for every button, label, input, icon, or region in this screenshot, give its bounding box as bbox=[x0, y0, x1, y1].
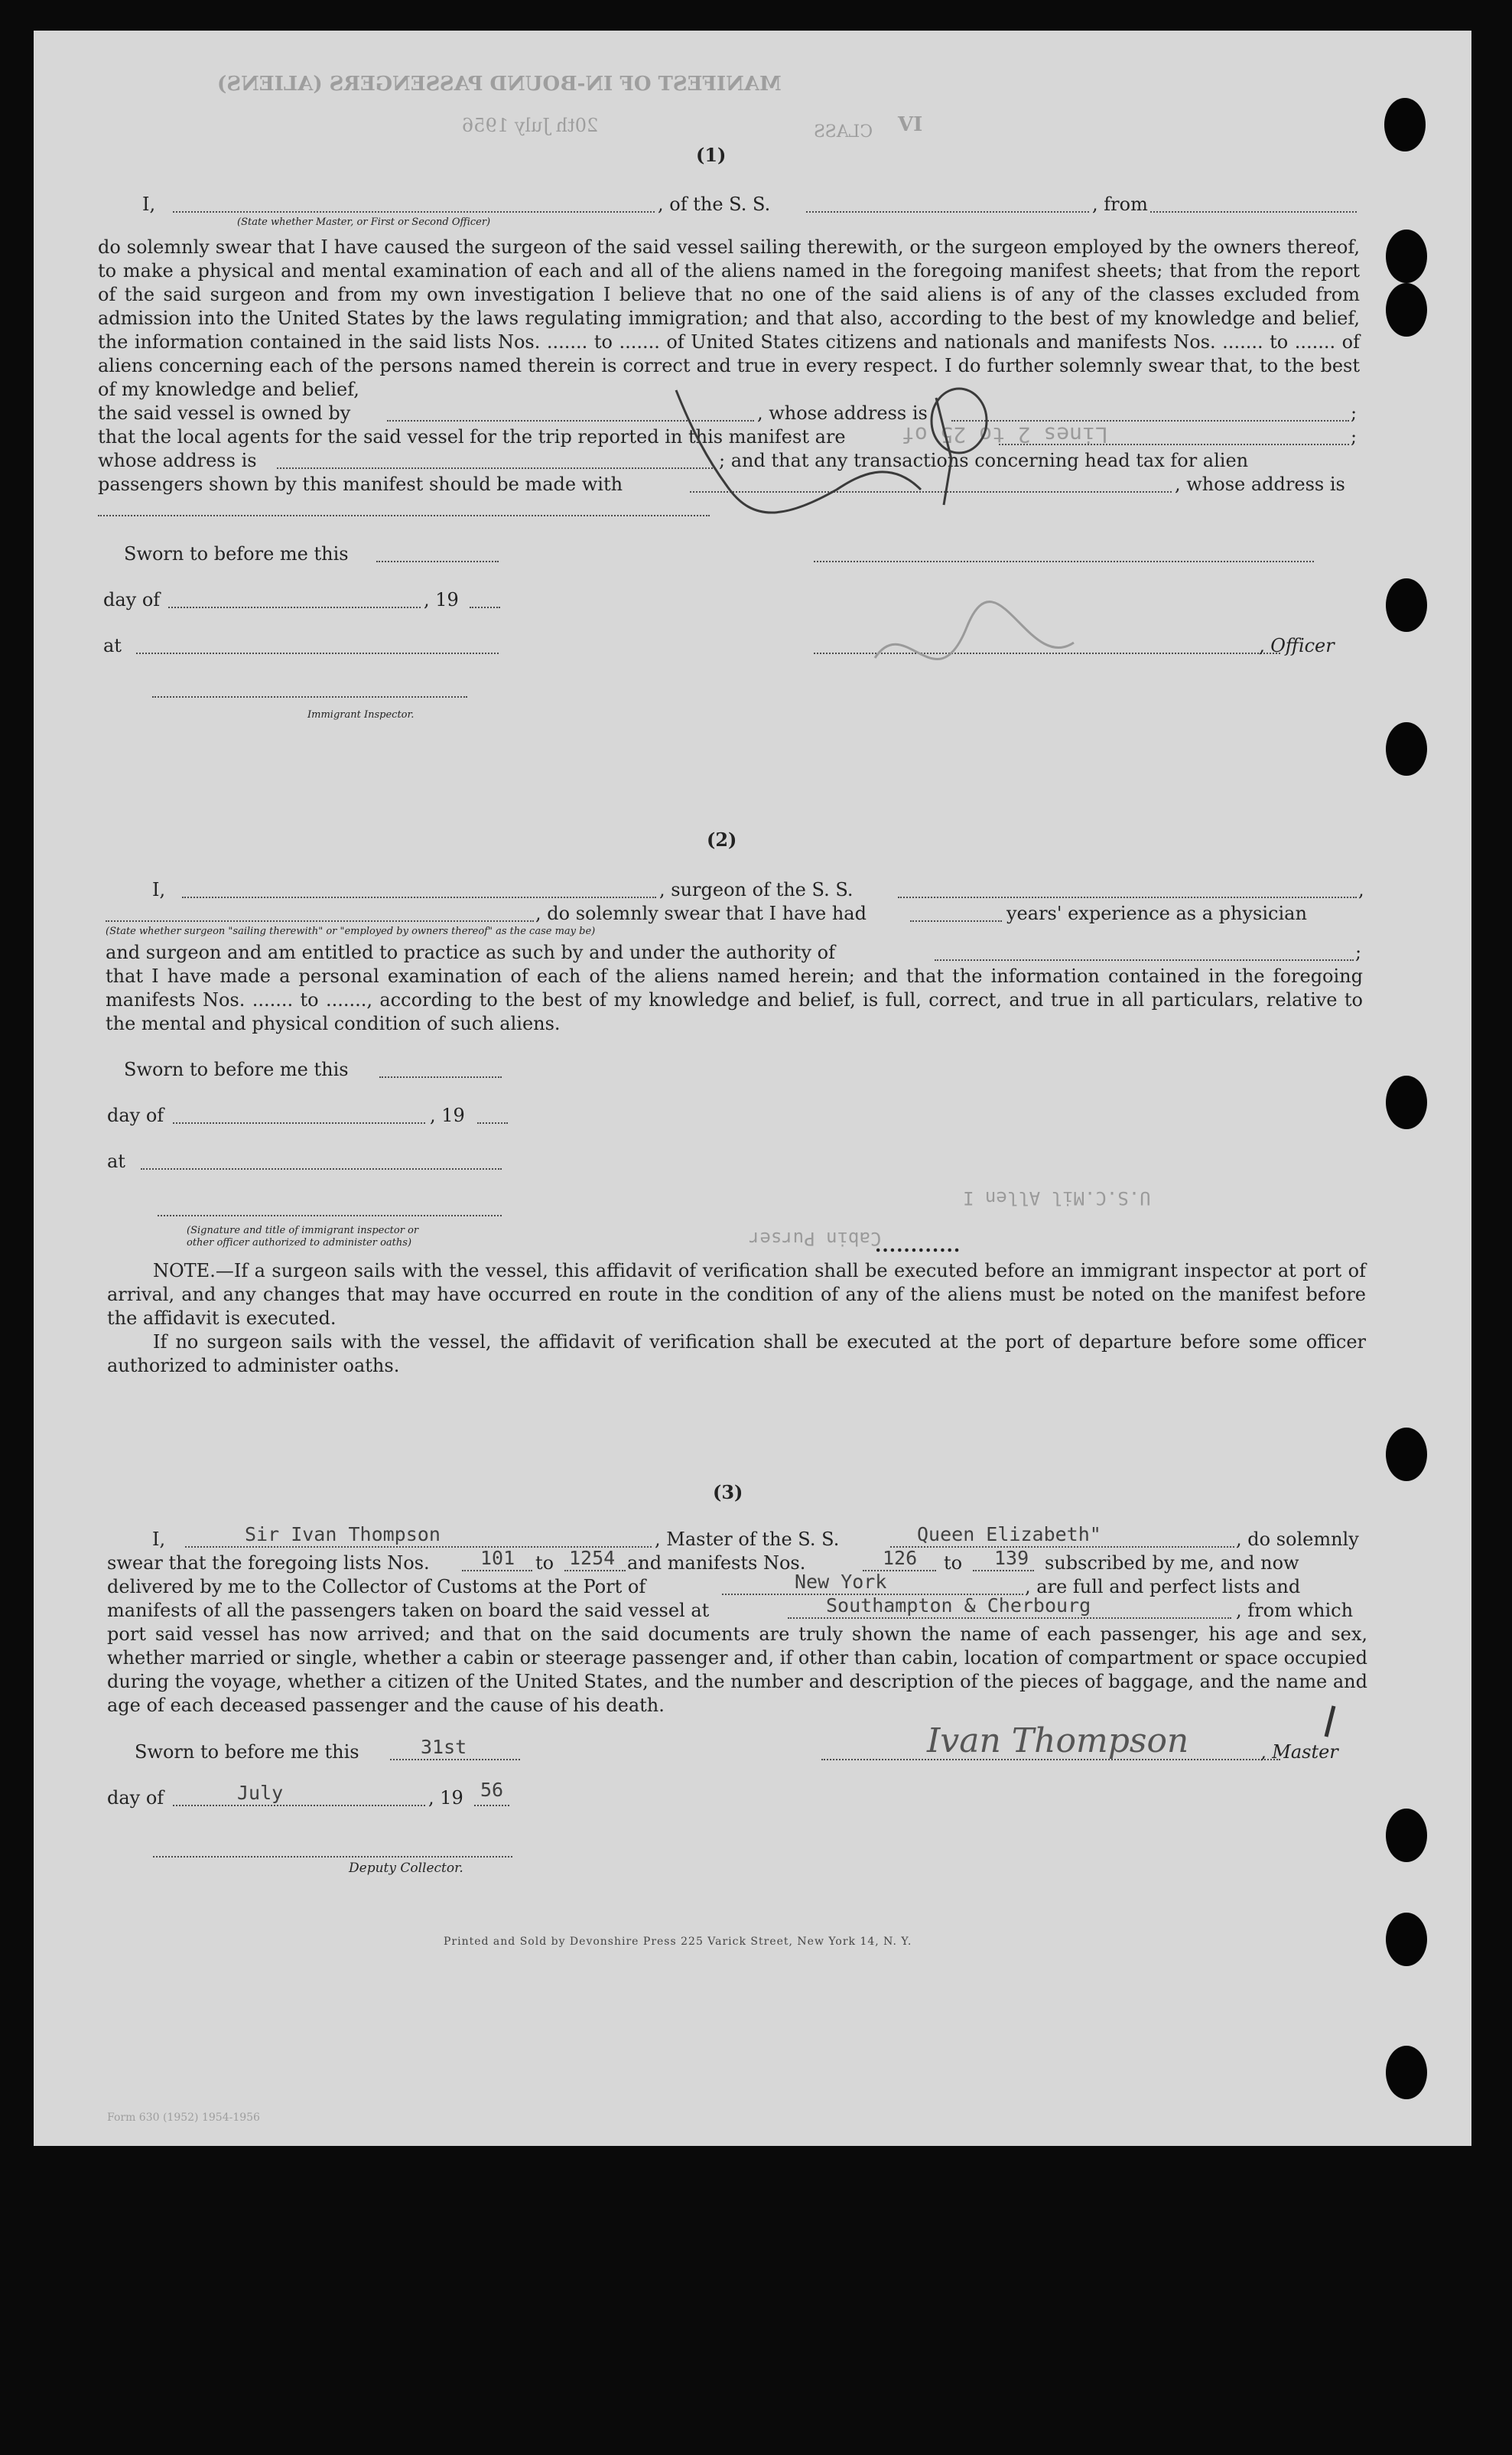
s3-subscribed: subscribed by me, and now bbox=[1045, 1552, 1299, 1574]
s1-local-agents: that the local agents for the said vessel for the trip reported in this manifest are bbox=[98, 426, 846, 448]
manifest-page bbox=[34, 31, 1471, 2146]
s1-day-of: day of bbox=[103, 589, 161, 610]
master-signature: Ivan Thompson bbox=[927, 1721, 1189, 1760]
s1-whose-address-is: , whose address is bbox=[757, 402, 928, 424]
s3-and-manifests: and manifests Nos. bbox=[627, 1552, 806, 1574]
s3-deputy-caption: Deputy Collector. bbox=[349, 1861, 463, 1876]
ship-name: Queen Elizabeth" bbox=[917, 1523, 1101, 1545]
section-2-number: (2) bbox=[707, 829, 737, 851]
s2-semicolon: ; bbox=[1355, 942, 1362, 963]
port-name: New York bbox=[795, 1571, 887, 1593]
s1-from: , from bbox=[1092, 194, 1148, 215]
s3-from-which: , from which bbox=[1236, 1600, 1354, 1621]
s1-whose-address-end: , whose address is bbox=[1175, 474, 1345, 495]
s3-day-of: day of bbox=[107, 1787, 164, 1809]
s2-sworn: Sworn to before me this bbox=[124, 1059, 349, 1080]
s1-at: at bbox=[103, 635, 122, 656]
s2-note: NOTE.—If a surgeon sails with the vessel, this affidavit of verification shall be executed before an immigrant inspector at port of arrival, and any changes that may have occurred en route in the condition of any of the aliens must be noted on the manifest before the affidavit is executed. bbox=[107, 1260, 1366, 1329]
s3-master-label: , Master bbox=[1260, 1741, 1338, 1763]
s3-delivered: delivered by me to the Collector of Customs at the Port of bbox=[107, 1576, 646, 1597]
section-3-number: (3) bbox=[713, 1481, 743, 1503]
punch-hole bbox=[1386, 722, 1427, 776]
lists-to: 1254 bbox=[569, 1547, 616, 1569]
purser-dots: ............ bbox=[875, 1234, 961, 1256]
s2-year: , 19 bbox=[430, 1105, 465, 1126]
punch-hole bbox=[1386, 1809, 1427, 1862]
s1-year: , 19 bbox=[424, 589, 459, 610]
s1-sworn: Sworn to before me this bbox=[124, 543, 349, 565]
manifests-to: 139 bbox=[994, 1547, 1029, 1569]
s3-intro-i: I, bbox=[152, 1529, 166, 1550]
manifests-from: 126 bbox=[883, 1547, 918, 1569]
lists-from: 101 bbox=[480, 1547, 515, 1569]
s1-officer-caption: (State whether Master, or First or Second Officer) bbox=[237, 217, 491, 228]
punch-hole bbox=[1386, 230, 1427, 283]
sworn-day: 31st bbox=[421, 1736, 467, 1758]
s3-manifests-all: manifests of all the passengers taken on board the said vessel at bbox=[107, 1600, 710, 1621]
s2-comma: , bbox=[1358, 879, 1364, 900]
header-title-faded: MANIFEST OF IN-BOUND PASSENGERS (ALIENS) bbox=[217, 73, 782, 96]
s2-examination: that I have made a personal examination of each of the aliens named herein; and that the information contained in the foregoing manifests Nos. ....... to ......., according to the best of my knowledge and belief, is full, correct, and true in all particulars, relative to the mental and physical condition of such aliens. bbox=[106, 965, 1363, 1034]
s2-authority: and surgeon and am entitled to practice as such by and under the authority of bbox=[106, 942, 835, 963]
ink-loop bbox=[932, 389, 987, 453]
s2-years-exp: years' experience as a physician bbox=[1006, 903, 1307, 924]
s1-semicolon-2: ; bbox=[1351, 426, 1358, 448]
punch-hole bbox=[1386, 2046, 1427, 2099]
s1-owned-by: the said vessel is owned by bbox=[98, 402, 351, 424]
s1-of-ss: , of the S. S. bbox=[658, 194, 771, 215]
s3-paragraph: port said vessel has now arrived; and that on the said documents are truly shown the name of each passenger, his age and sex, whether married or single, whether a cabin or steerage passenger and, if other than cabin, location of compartment or space occupied during the voyage, whether a citizen of the United States, and the number and description of the pieces of baggage, and the name and age of each deceased passenger and the cause of his death. bbox=[107, 1623, 1367, 1716]
s2-sig-caption-1: (Signature and title of immigrant inspector or bbox=[187, 1225, 419, 1236]
s3-swear-lists: swear that the foregoing lists Nos. bbox=[107, 1552, 430, 1574]
s3-year: , 19 bbox=[428, 1787, 463, 1809]
punch-hole bbox=[1386, 1428, 1427, 1481]
s1-intro-i: I, bbox=[142, 194, 156, 215]
s1-passengers-shown: passengers shown by this manifest should be made with bbox=[98, 474, 623, 495]
s2-note-2: If no surgeon sails with the vessel, the affidavit of verification shall be executed at the port of departure before some officer authorized to administer oaths. bbox=[107, 1331, 1366, 1376]
printer-footer: Printed and Sold by Devonshire Press 225 Varick Street, New York 14, N. Y. bbox=[444, 1936, 912, 1948]
punch-hole bbox=[1386, 578, 1427, 632]
officer-stamp: U.S.C.Mil Allen I bbox=[963, 1187, 1151, 1209]
s3-to-1: to bbox=[535, 1552, 554, 1574]
bottom-faded-text: Form 630 (1952) 1954-1956 bbox=[107, 2111, 260, 2124]
master-name: Sir Ivan Thompson bbox=[245, 1523, 441, 1545]
header-date-faded: 20th July 1956 bbox=[462, 115, 599, 136]
faded-signature bbox=[875, 602, 1074, 659]
purser-stamp: Cabin Purser bbox=[749, 1228, 882, 1249]
s1-semicolon-1: ; bbox=[1351, 402, 1358, 424]
ink-marks bbox=[34, 31, 1471, 2146]
s2-intro-i: I, bbox=[152, 879, 166, 900]
sworn-year: 56 bbox=[480, 1779, 504, 1801]
section-1-number: (1) bbox=[696, 144, 727, 166]
s3-master-of: , Master of the S. S. bbox=[655, 1529, 840, 1550]
signature-tick bbox=[1326, 1706, 1334, 1737]
punch-hole bbox=[1386, 1076, 1427, 1129]
ink-scribble bbox=[676, 390, 921, 513]
punch-hole bbox=[1386, 283, 1427, 337]
punch-hole bbox=[1384, 98, 1426, 151]
s2-surgeon-of: , surgeon of the S. S. bbox=[659, 879, 854, 900]
s3-full-perfect: , are full and perfect lists and bbox=[1025, 1576, 1301, 1597]
header-roman-faded: VI bbox=[898, 113, 923, 136]
sworn-month: July bbox=[237, 1782, 284, 1804]
s1-inspector-caption: Immigrant Inspector. bbox=[307, 709, 415, 721]
s2-swear: , do solemnly swear that I have had bbox=[535, 903, 867, 924]
lines-stamp: Lines 2 to 25 of bbox=[902, 422, 1108, 448]
s3-to-2: to bbox=[944, 1552, 963, 1574]
departure-port: Southampton & Cherbourg bbox=[826, 1594, 1091, 1617]
s2-at: at bbox=[107, 1151, 125, 1172]
header-class-faded: CLASS bbox=[814, 122, 873, 142]
s3-sworn: Sworn to before me this bbox=[135, 1741, 359, 1763]
s1-officer-label: , Officer bbox=[1259, 635, 1335, 656]
s2-day-of: day of bbox=[107, 1105, 164, 1126]
s1-whose-address: whose address is bbox=[98, 450, 257, 471]
s2-surgeon-caption: (State whether surgeon "sailing therewith" or "employed by owners thereof" as the case may be) bbox=[106, 926, 596, 937]
s1-head-tax: ; and that any transactions concerning head tax for alien bbox=[719, 450, 1249, 471]
s2-sig-caption-2: other officer authorized to administer oaths) bbox=[187, 1237, 412, 1249]
s3-solemnly: , do solemnly bbox=[1236, 1529, 1359, 1550]
punch-hole bbox=[1386, 1913, 1427, 1966]
s1-paragraph: do solemnly swear that I have caused the surgeon of the said vessel sailing therewith, or the surgeon employed by the owners thereof, to make a physical and mental examination of each and all of the aliens named in the foregoing manifest sheets; that from the report of the said surgeon and from my own investigation I believe that no one of the said aliens is of any of the classes excluded from admission into the United States by the laws regulating immigration; and that also, according to the best of my knowledge and belief, the information contained in the said lists Nos. ....... to ....... of United States citizens and nationals and manifests Nos. ....... to ....... of aliens concerning each of the persons named therein is correct and true in every respect. I do further solemnly swear that, to the best of my knowledge and belief, bbox=[98, 236, 1360, 400]
